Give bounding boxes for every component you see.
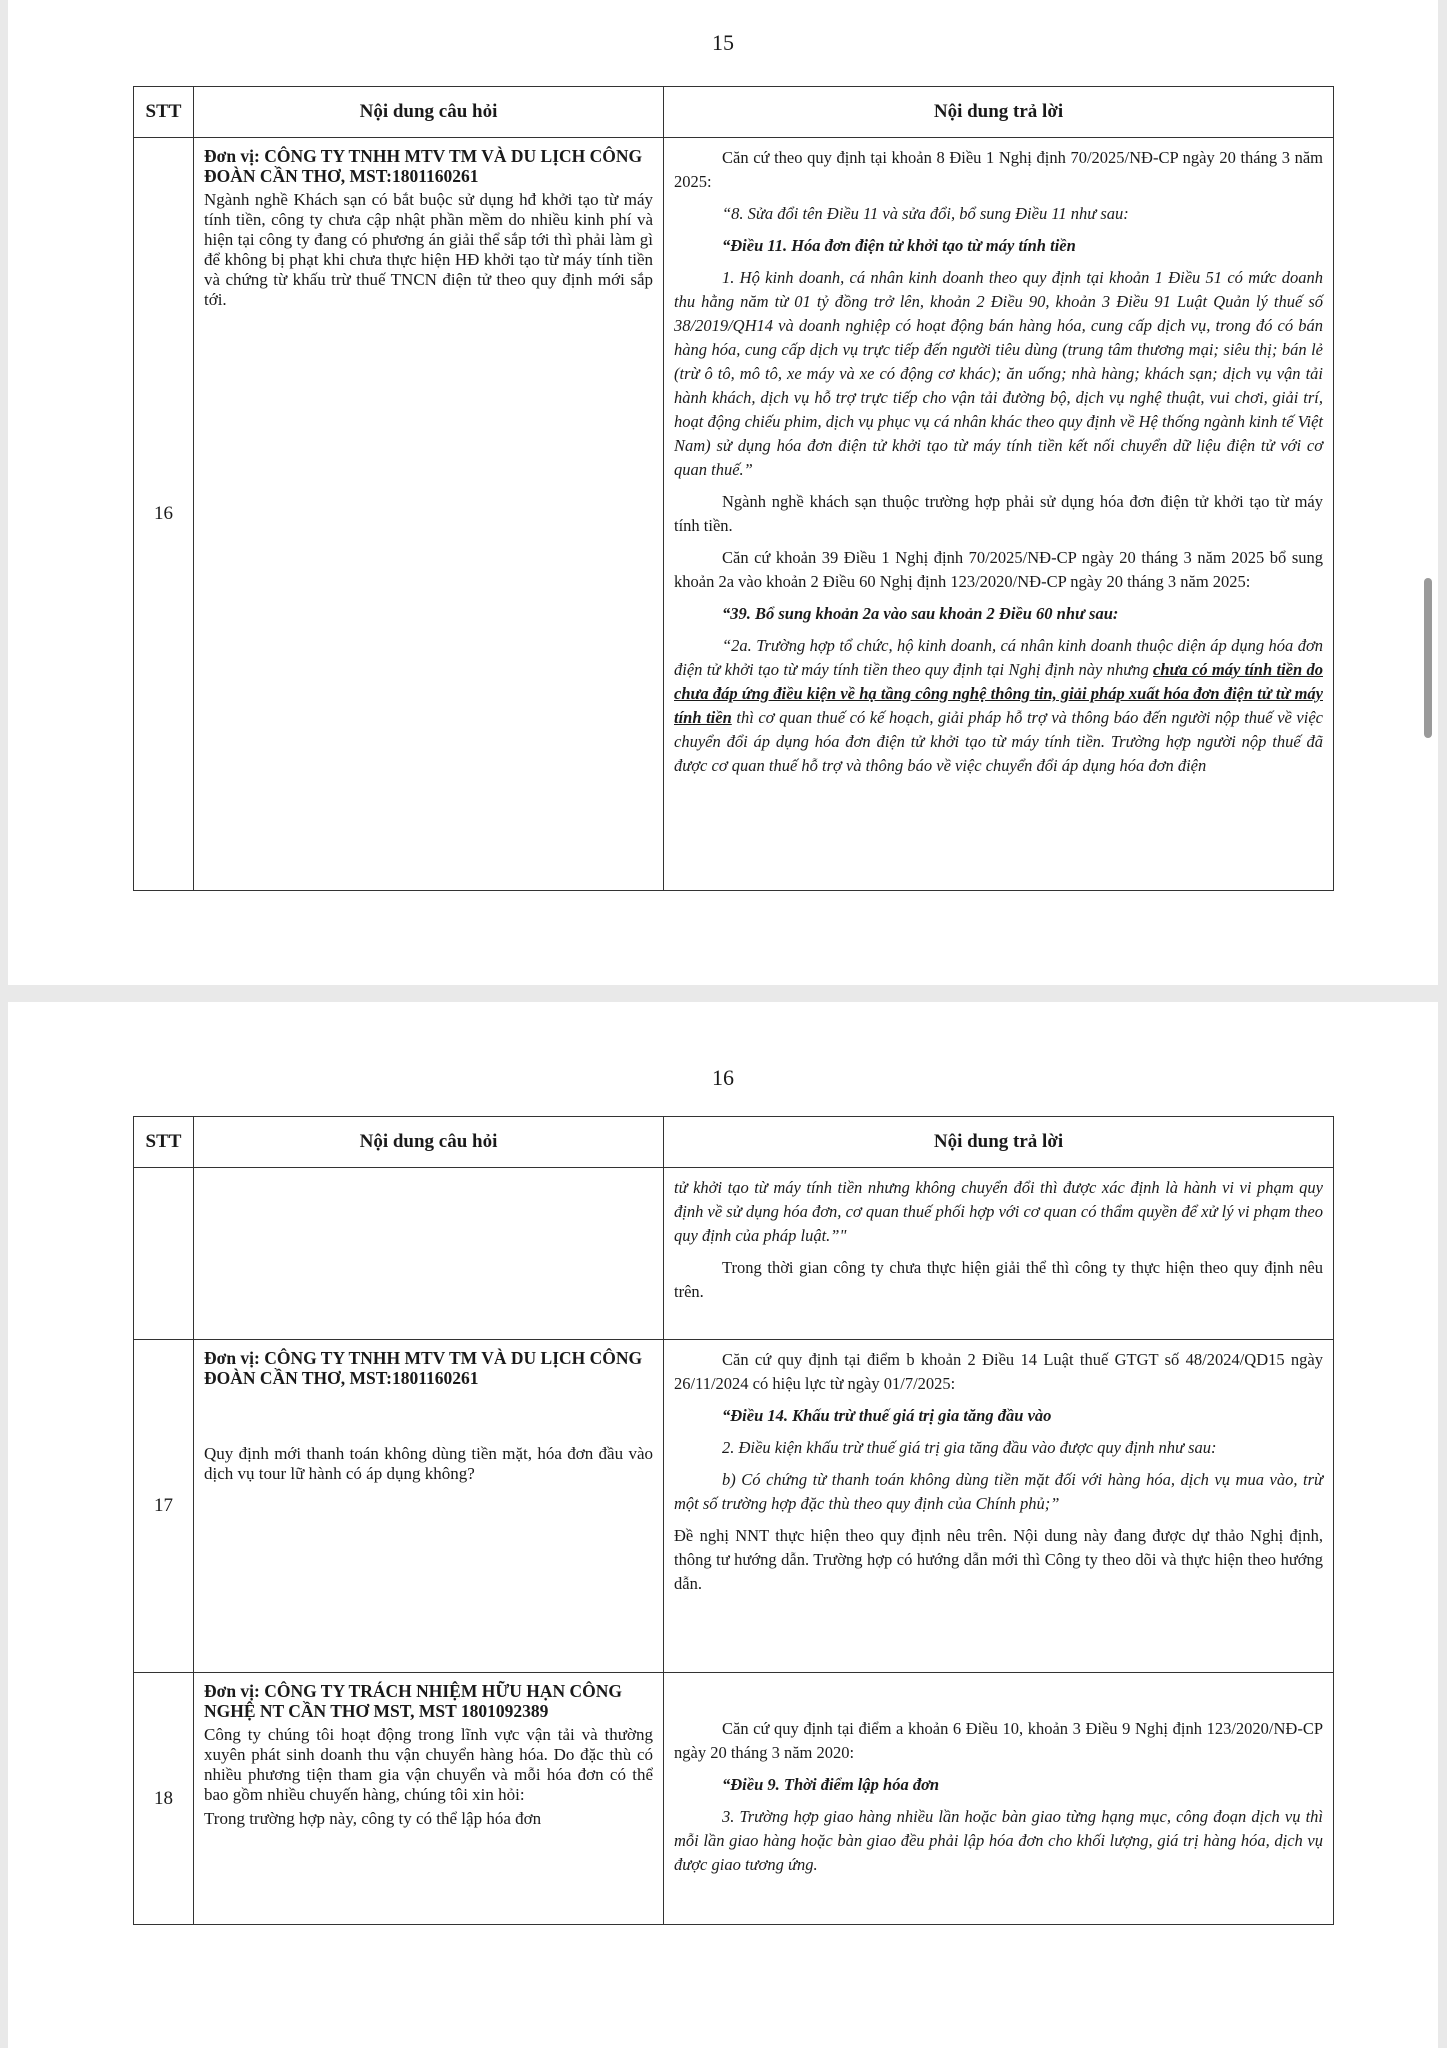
answer-paragraph: Trong thời gian công ty chưa thực hiện giải thể thì công ty thực hiện theo quy định nêu trên. (674, 1258, 1323, 1301)
answer-quote-heading: “Điều 11. Hóa đơn điện tử khởi tạo từ máy tính tiền (722, 236, 1076, 255)
answer-quote (674, 634, 1323, 778)
header-answer: Nội dung trả lời (664, 1117, 1334, 1168)
answer-quote: “8. Sửa đổi tên Điều 11 và sửa đổi, bổ sung Điều 11 như sau: (722, 204, 1129, 223)
answer-quote-heading: “Điều 9. Thời điểm lập hóa đơn (722, 1775, 940, 1794)
table-row (134, 138, 1334, 891)
unit-name: Đơn vị: CÔNG TY TRÁCH NHIỆM HỮU HẠN CÔNG NGHỆ NT CẦN THƠ MST, MST 1801092389 (204, 1681, 623, 1721)
question-cell (194, 1340, 664, 1673)
question-text: Trong trường hợp này, công ty có thể lập hóa đơn (204, 1809, 542, 1828)
table-header-row (134, 87, 1334, 138)
table-row (134, 1340, 1334, 1673)
table-header-row (134, 1117, 1334, 1168)
quote-text: “2a. Trường hợp tổ chức, hộ kinh doanh, cá nhân kinh doanh thuộc diện áp dụng hóa đơn điện tử khởi tạo từ máy tính tiền theo quy định tại Nghị định này nhưng (674, 636, 1323, 679)
answer-quote: tử khởi tạo từ máy tính tiền nhưng không chuyển đổi thì được xác định là hành vi vi phạm quy định về sử dụng hóa đơn, cơ quan thuế phối hợp với cơ quan có thẩm quyền để xử lý vi phạm theo quy định của pháp luật.”" (674, 1178, 1323, 1245)
question-text: Quy định mới thanh toán không dùng tiền mặt, hóa đơn đầu vào dịch vụ tour lữ hành có áp dụng không? (204, 1444, 653, 1483)
qa-table (133, 86, 1334, 891)
question-cell (194, 1168, 664, 1340)
answer-paragraph: Đề nghị NNT thực hiện theo quy định nêu trên. Nội dung này đang được dự thảo Nghị định, thông tư hướng dẫn. Trường hợp có hướng dẫn mới thì Công ty theo dõi và thực hiện theo hướng dẫn. (674, 1526, 1323, 1593)
answer-cell (664, 1168, 1334, 1340)
answer-paragraph: Căn cứ theo quy định tại khoản 8 Điều 1 Nghị định 70/2025/NĐ-CP ngày 20 tháng 3 năm 2025: (674, 148, 1323, 191)
table-row (134, 1168, 1334, 1340)
question-cell (194, 138, 664, 891)
answer-quote: 1. Hộ kinh doanh, cá nhân kinh doanh theo quy định tại khoản 1 Điều 51 có mức doanh thu hằng năm từ 01 tỷ đồng trở lên, khoản 2 Điều 90, khoản 3 Điều 91 Luật Quản lý thuế số 38/2019/QH14 và doanh nghiệp có hoạt động bán hàng hóa, cung cấp dịch vụ, trong đó có bán hàng hóa, cung cấp dịch vụ trực tiếp đến người tiêu dùng (trung tâm thương mại; siêu thị; bán lẻ (trừ ô tô, mô tô, xe máy và xe có động cơ khác); ăn uống; nhà hàng; khách sạn; dịch vụ vận tải hành khách, dịch vụ hỗ trợ trực tiếp cho vận tải đường bộ, dịch vụ nghệ thuật, vui chơi, giải trí, hoạt động chiếu phim, dịch vụ phục vụ cá nhân khác theo quy định về Hệ thống ngành kinh tế Việt Nam) sử dụng hóa đơn điện tử khởi tạo từ máy tính tiền kết nối chuyển dữ liệu điện tử với cơ quan thuế.” (674, 268, 1323, 479)
question-cell (194, 1673, 664, 1925)
answer-cell (664, 1340, 1334, 1673)
answer-paragraph: Căn cứ khoản 39 Điều 1 Nghị định 70/2025/NĐ-CP ngày 20 tháng 3 năm 2025 bổ sung khoản 2a vào khoản 2 Điều 60 Nghị định 123/2020/NĐ-CP ngày 20 tháng 3 năm 2025: (674, 548, 1323, 591)
header-stt: STT (134, 87, 194, 138)
answer-cell (664, 1673, 1334, 1925)
header-question: Nội dung câu hỏi (194, 1117, 664, 1168)
answer-paragraph: Căn cứ quy định tại điểm b khoản 2 Điều 14 Luật thuế GTGT số 48/2024/QD15 ngày 26/11/2024 có hiệu lực từ ngày 01/7/2025: (674, 1350, 1323, 1393)
question-text: Công ty chúng tôi hoạt động trong lĩnh vực vận tải và thường xuyên phát sinh doanh thu vận chuyển hàng hóa. Do đặc thù có nhiều phương tiện tham gia vận chuyển và mỗi hóa đơn có thể bao gồm nhiều chuyến hàng, chúng tôi xin hỏi: (204, 1725, 653, 1804)
answer-quote-heading: “Điều 14. Khấu trừ thuế giá trị gia tăng đầu vào (722, 1406, 1052, 1425)
qa-table (133, 1116, 1334, 1925)
answer-quote: b) Có chứng từ thanh toán không dùng tiền mặt đối với hàng hóa, dịch vụ mua vào, trừ một số trường hợp đặc thù theo quy định của Chính phủ;” (674, 1470, 1323, 1513)
quote-text: thì cơ quan thuế có kế hoạch, giải pháp hỗ trợ và thông báo đến người nộp thuế về việc chuyển đổi áp dụng hóa đơn điện tử khởi tạo từ máy tính tiền. Trường hợp người nộp thuế đã được cơ quan thuế hỗ trợ và thông báo về việc chuyển đổi áp dụng hóa đơn điện (674, 708, 1323, 775)
header-question: Nội dung câu hỏi (194, 87, 664, 138)
document-page-15 (8, 0, 1438, 985)
question-text: Ngành nghề Khách sạn có bắt buộc sử dụng hđ khởi tạo từ máy tính tiền, công ty chưa cập nhật phần mềm do nhiều kinh phí và hiện tại công ty đang có phương án giải thể sắp tới thì phải làm gì để không bị phạt khi chưa thực hiện HĐ khởi tạo từ máy tính tiền và chứng từ khấu trừ thuế TNCN điện tử theo quy định mới sắp tới. (204, 190, 653, 309)
underlined-text: chưa có máy tính tiền do chưa đáp ứng điều kiện về hạ tầng công nghệ thông tin, giải pháp xuất hóa đơn điện tử từ máy tính tiền (674, 660, 1323, 727)
table-row (134, 1673, 1334, 1925)
answer-quote: 2. Điều kiện khấu trừ thuế giá trị gia tăng đầu vào được quy định như sau: (722, 1438, 1217, 1457)
row-number: 18 (134, 1673, 194, 1925)
unit-name: Đơn vị: CÔNG TY TNHH MTV TM VÀ DU LỊCH CÔNG ĐOÀN CẦN THƠ, MST:1801160261 (204, 146, 643, 186)
answer-paragraph: Ngành nghề khách sạn thuộc trường hợp phải sử dụng hóa đơn điện tử khởi tạo từ máy tính tiền. (674, 492, 1323, 535)
page-number: 15 (712, 30, 734, 55)
page-number: 16 (712, 1065, 734, 1090)
row-number: 16 (134, 138, 194, 891)
header-stt: STT (134, 1117, 194, 1168)
scrollbar-thumb[interactable] (1424, 578, 1432, 738)
answer-paragraph: Căn cứ quy định tại điểm a khoản 6 Điều 10, khoản 3 Điều 9 Nghị định 123/2020/NĐ-CP ngày 20 tháng 3 năm 2020: (674, 1719, 1323, 1762)
header-answer: Nội dung trả lời (664, 87, 1334, 138)
answer-quote: 3. Trường hợp giao hàng nhiều lần hoặc bàn giao từng hạng mục, công đoạn dịch vụ thì mỗi lần giao hàng hoặc bàn giao đều phải lập hóa đơn cho khối lượng, giá trị hàng hóa, dịch vụ được giao tương ứng. (674, 1807, 1323, 1874)
row-number: 17 (134, 1340, 194, 1673)
document-page-16 (8, 1002, 1438, 2048)
answer-cell (664, 138, 1334, 891)
row-number (134, 1168, 194, 1340)
answer-quote-heading: “39. Bổ sung khoản 2a vào sau khoản 2 Điều 60 như sau: (722, 604, 1119, 623)
unit-name: Đơn vị: CÔNG TY TNHH MTV TM VÀ DU LỊCH CÔNG ĐOÀN CẦN THƠ, MST:1801160261 (204, 1348, 643, 1388)
